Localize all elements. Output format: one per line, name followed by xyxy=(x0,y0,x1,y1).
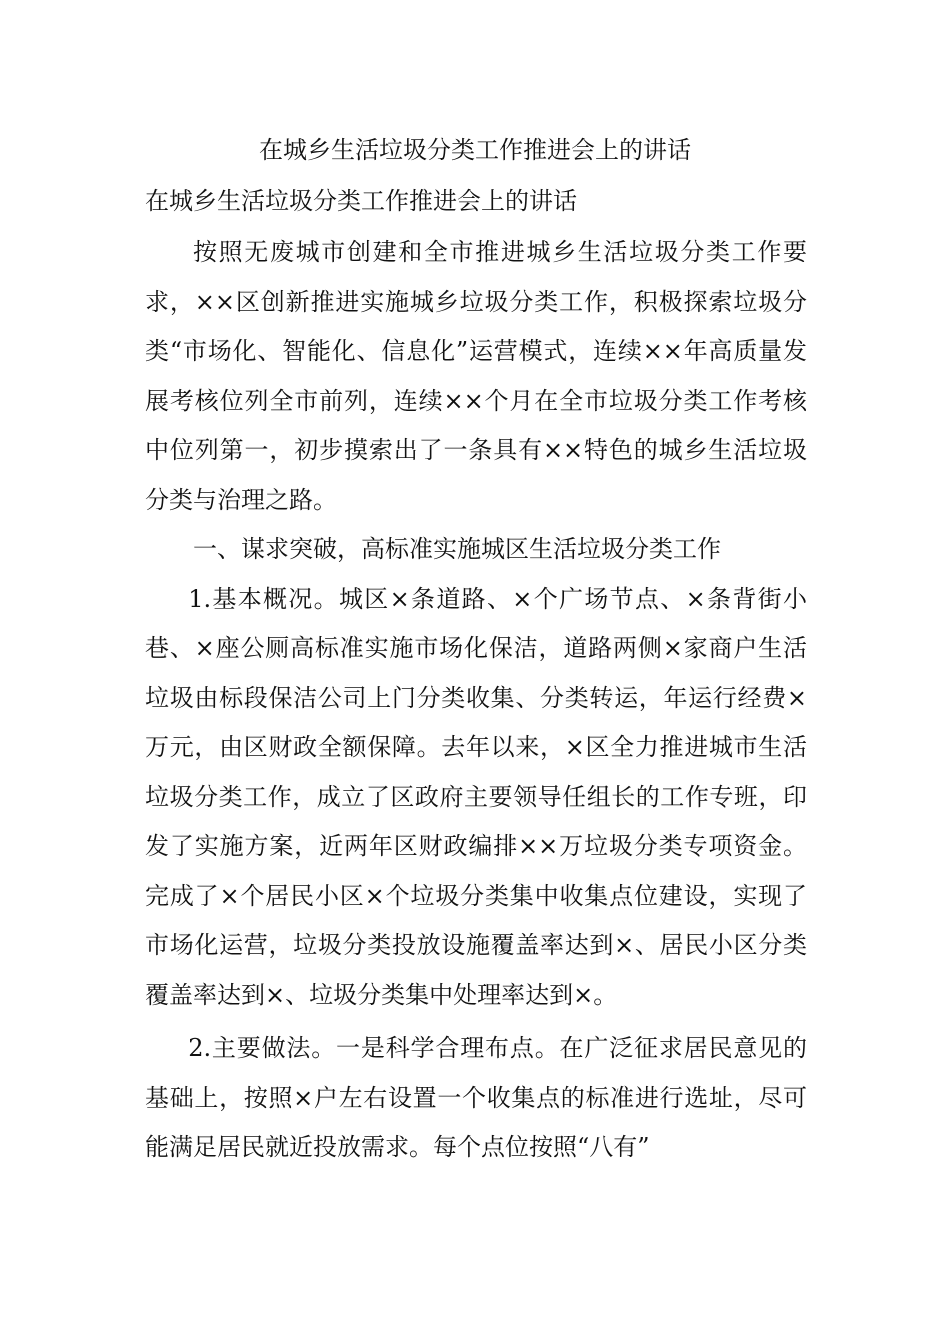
document-title: 在城乡生活垃圾分类工作推进会上的讲话 xyxy=(259,136,691,164)
paragraph-intro: 按照无废城市创建和全市推进城乡生活垃圾分类工作要求，××区创新推进实施城乡垃圾分类工作，积极探索垃圾分类“市场化、智能化、信息化”运营模式，连续××年高质量发展考核位列全市前列，连续××个月在全市垃圾分类工作考核中位列第一，初步摸索出了一条具有××特色的城乡生活垃圾分类与治理之路。 xyxy=(145,238,807,514)
document-body xyxy=(145,228,807,1173)
section-heading: 一、谋求突破，高标准实施城区生活垃圾分类工作 xyxy=(193,535,721,563)
document-subtitle: 在城乡生活垃圾分类工作推进会上的讲话 xyxy=(145,187,577,215)
paragraph-overview: 1.基本概况。城区×条道路、×个广场节点、×条背街小巷、×座公厕高标准实施市场化保洁，道路两侧×家商户生活垃圾由标段保洁公司上门分类收集、分类转运，年运行经费×万元，由区财政全额保障。去年以来，×区全力推进城市生活垃圾分类工作，成立了区政府主要领导任组长的工作专班，印发了实施方案，近两年区财政编排××万垃圾分类专项资金。完成了×个居民小区×个垃圾分类集中收集点位建设，实现了市场化运营，垃圾分类投放设施覆盖率达到×、居民小区分类覆盖率达到×、垃圾分类集中处理率达到×。 xyxy=(145,584,807,1009)
paragraph-practices: 2.主要做法。一是科学合理布点。在广泛征求居民意见的基础上，按照×户左右设置一个收集点的标准进行选址，尽可能满足居民就近投放需求。每个点位按照“八有” xyxy=(145,1034,807,1161)
